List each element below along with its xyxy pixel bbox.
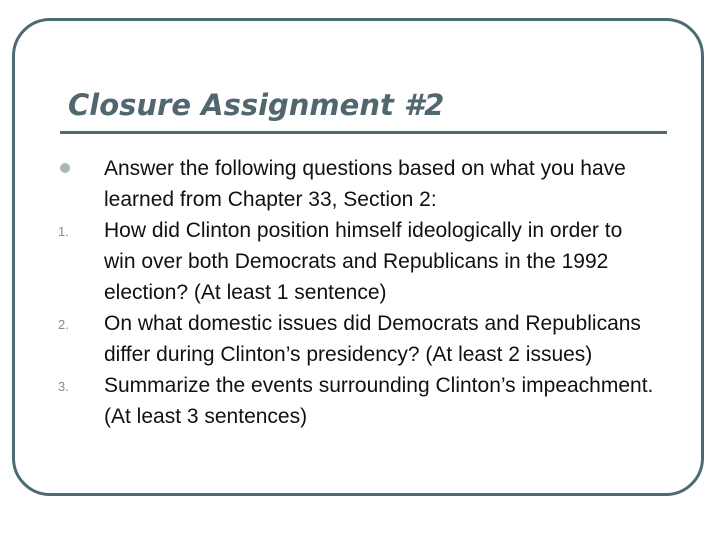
bullet-dot-icon bbox=[60, 163, 70, 173]
question-text-1: How did Clinton position himself ideologically in order to win over both Democrats and Republicans in the 1992 election? (At least 1 sentence) bbox=[104, 219, 623, 304]
intro-item bbox=[58, 153, 658, 215]
question-item-2 bbox=[58, 308, 658, 370]
question-number-3: 3. bbox=[58, 379, 69, 394]
question-number-1: 1. bbox=[58, 224, 69, 239]
question-item-3 bbox=[58, 370, 658, 432]
slide-content bbox=[58, 153, 658, 432]
slide-title: Closure Assignment #2 bbox=[68, 88, 445, 122]
intro-text: Answer the following questions based on what you have learned from Chapter 33, Section 2: bbox=[104, 157, 626, 211]
question-text-3: Summarize the events surrounding Clinton’s impeachment. (At least 3 sentences) bbox=[104, 374, 654, 428]
question-number-2: 2. bbox=[58, 317, 69, 332]
title-underline bbox=[60, 131, 667, 134]
question-item-1 bbox=[58, 215, 658, 308]
question-text-2: On what domestic issues did Democrats and Republicans differ during Clinton’s presidency? (At least 2 issues) bbox=[104, 312, 641, 366]
